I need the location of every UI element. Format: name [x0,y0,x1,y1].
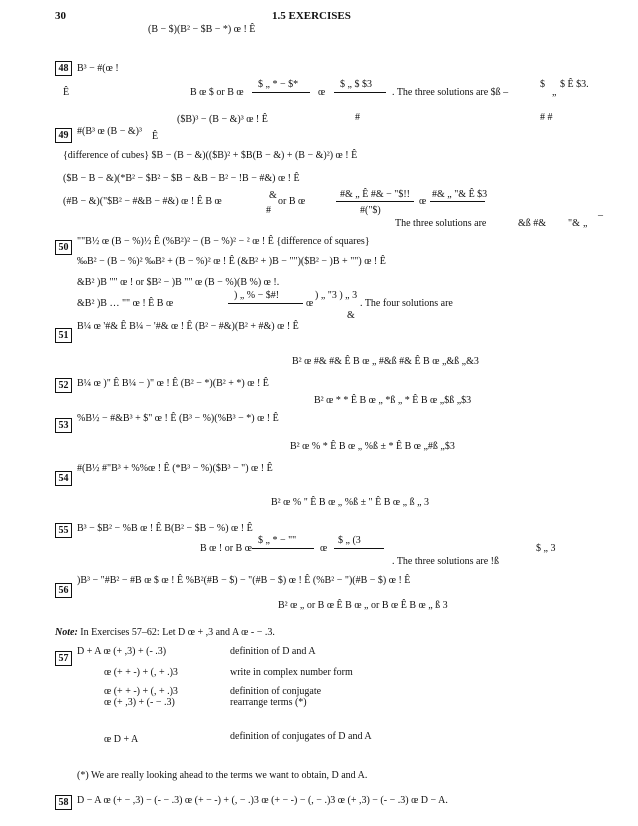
eq-49-frac-a-num: & [269,190,277,201]
ex57-line4-left: œ (+ ,3) + (- − .3) [104,697,175,708]
eq-49-sol-text: The three solutions are [395,218,487,229]
note-text: In Exercises 57–62: Let D œ + ,3 and A œ - − .3. [77,627,275,638]
eq-49-frac-b-num: #& „ Ê #& − "$!! [340,189,410,200]
eq-49-frac-den: # [355,112,360,123]
ex57-line4-right: rearrange terms (*) [230,697,307,708]
ex57-line1-left: D + A œ (+ ,3) + (- .3) [77,646,167,657]
rule-55-1 [252,548,314,549]
eq-50-sol-text: . The four solutions are [360,298,453,309]
exercise-number-52: 52 [55,378,72,393]
rule-49-2 [430,201,485,202]
exercise-number-49: 49 [55,128,72,143]
exercise-number-54: 54 [55,471,72,486]
eq-55-frac-num: $ „ * − "" [258,535,297,546]
exercise-number-50: 50 [55,240,72,255]
ex57-line3-right: definition of conjugate [230,686,322,697]
eq-53-line2: B² œ % * Ê B œ „ %ß ± * Ê B œ „#ß „$3 [290,441,455,452]
footnote: (*) We are really looking ahead to the terms we want to obtain, D and A. [77,770,368,781]
eq-49-frac-a-den: # [266,205,271,216]
rule-55-2 [334,548,384,549]
eq-50-line2: ‰B² − (B − %)² ‰B² + (B − %)² œ ! Ê (&B² + )B − "")($B² − )B + "") œ ! Ê [77,256,386,267]
rule-48-2 [334,92,386,93]
exercise-number-55: 55 [55,523,72,538]
eq-56-line2: B² œ „ or B œ Ê B œ „ or B œ Ê B œ „ ß 3 [278,600,448,611]
eq-56-line1: )B³ − "#B² − #B œ $ œ ! Ê %B²(#B − $) − "(#B − $) œ ! Ê (%B² − ")(#B − $) œ ! Ê [77,575,411,586]
eq-49-line2: #(B³ œ (B − &)³ [77,126,142,137]
eq-48-frac4: $ Ê $3. [560,79,589,90]
eq-50-line4: &B² )B … "" œ ! Ê B œ [77,298,174,309]
exercise-number-48: 48 [55,61,72,76]
rule-50-1 [228,303,303,304]
exercise-number-51: 51 [55,328,72,343]
exercise-number-56: 56 [55,583,72,598]
eq-50-frac2: ) „ "3 ) „ 3 [315,290,358,301]
eq-49-sol-val: &ß #& [518,218,547,229]
eq-50-eq: œ [306,298,314,309]
note-label: Note: [55,627,78,638]
eq-49-sol-dash: – [598,210,603,221]
eq-54-line2: B² œ % " Ê B œ „ %ß ± " Ê B œ „ ß „ 3 [271,497,430,508]
exercise-number-53: 53 [55,418,72,433]
note [55,627,275,638]
ex57-line5-right: definition of conjugates of D and A [230,731,372,742]
exercise-number-58: 58 [55,795,72,810]
rule-48-1 [252,92,310,93]
rule-49-1 [336,201,414,202]
page-number: 30 [55,10,66,22]
eq-49-or: or B œ [278,196,306,207]
ex58-text: D − A œ (+ − ,3) − (- − .3) œ (+ − -) + (, − .)3 œ (+ − -) − (, − .)3 œ (+ ,3) − (- − .3) œ D − A. [77,795,448,806]
eq-52-line1: B¼ œ )" Ê B¼ − )" œ ! Ê (B² − *)(B² + *) œ ! Ê [77,378,269,389]
eq-53-line1: %B½ − #&B³ + $" œ ! Ê (B³ − %)(%B³ − *) œ ! Ê [77,413,279,424]
eq-48-line2: B³ − #(œ ! [77,63,119,74]
eq-49-eq: œ [419,196,427,207]
eq-48-sol-text: . The three solutions are $ß – [392,87,509,98]
eq-49-line5: (#B − &)("$B² − #&B − #&) œ ! Ê B œ [63,196,222,207]
ex57-line5-left: œ D + A [104,734,139,745]
eq-50-frac-num: ) „ % − $#! [234,290,280,301]
eq-55-or: B œ ! or B œ [200,543,252,554]
ex57-line2-right: write in complex number form [230,667,353,678]
eq-51-line2: B² œ #& #& Ê B œ „ #&ß #& Ê B œ „&ß „&3 [292,356,479,367]
eq-51-line1: B¼ œ '#& Ê B¼ − '#& œ ! Ê (B² − #&)(B² + #&) œ ! Ê [77,321,299,332]
exercise-number-57: 57 [55,651,72,666]
eq-49-frac-b-den: #("$) [360,205,381,216]
eq-48-frac3: $ [540,79,545,90]
eq-52-line2: B² œ * * Ê B œ „ *ß „ * Ê B œ „$ß „$3 [314,395,472,406]
eq-49-line3: {difference of cubes} $B − (B − &)(($B)² + $B(B − &) + (B − &)²) œ ! Ê [63,150,358,161]
eq-50-line3: &B² )B "" œ ! or $B² − )B "" œ (B − %)(B %) œ !. [77,277,280,288]
eq-49-sol-pm: „ [583,218,588,229]
eq-49-frac-c-num: #& „ "& Ê $3 [432,189,488,200]
eq-49-line1: ($B)³ − (B − &)³ œ ! Ê [177,114,268,125]
eq-48-eq: œ [318,87,326,98]
eq-48-pm: „ [552,87,557,98]
eq-50-den: & [347,310,355,321]
eq-55-eq: œ [320,543,328,554]
ex57-line1-right: definition of D and A [230,646,316,657]
eq-48-arrow: Ê [63,87,70,98]
eq-49-right: # # [540,112,553,123]
eq-49-arrow: Ê [152,131,159,142]
eq-55-line1: B³ − $B² − %B œ ! Ê B(B² − $B − %) œ ! Ê [77,523,253,534]
eq-55-frac2: $ „ (3 [338,535,361,546]
eq-48-line1: (B − $)(B² − $B − *) œ ! Ê [148,24,256,35]
eq-55-sol-frac: $ „ 3 [536,543,556,554]
eq-48-sol-a: B œ $ or B œ [190,87,244,98]
eq-55-sol-text: . The three solutions are !ß [392,556,500,567]
eq-49-line4: ($B − B − &)(*B² − $B² − $B − &B − B² − !B − #&) œ ! Ê [63,173,300,184]
eq-54-line1: #(B½ #"B³ + %%œ ! Ê (*B³ − %)($B³ − ") œ ! Ê [77,463,273,474]
eq-48-frac1-num: $ „ * − $* [258,79,299,90]
eq-49-sol-frac: "& [568,218,580,229]
ex57-line3-left: œ (+ + -) + (, + .)3 [104,686,178,697]
section-title: 1.5 EXERCISES [272,10,351,22]
eq-48-frac2-num: $ „ $ $3 [340,79,372,90]
ex57-line2-left: œ (+ + -) + (, + .)3 [104,667,178,678]
eq-50-line1: ""B½ œ (B − %)½ Ê (%B²)² − (B − %)² − ² œ ! Ê {difference of squares} [77,236,370,247]
